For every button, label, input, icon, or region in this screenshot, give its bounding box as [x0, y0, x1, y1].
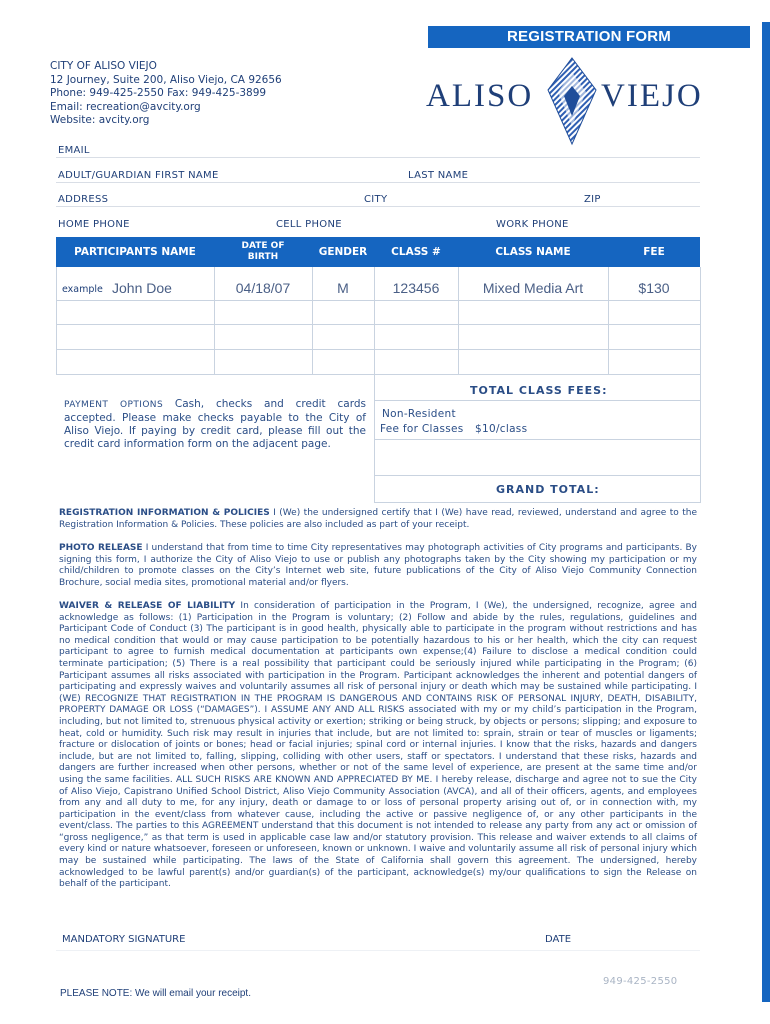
cell-phone-field-label: CELL PHONE [276, 219, 342, 230]
registration-policies-paragraph [59, 508, 697, 531]
work-phone-field-label: WORK PHONE [496, 219, 569, 230]
table-row-2[interactable] [56, 325, 700, 349]
header-class-number: CLASS # [391, 245, 441, 258]
receipt-note: PLEASE NOTE: We will email your receipt. [60, 988, 251, 999]
example-class-number: 123456 [392, 280, 440, 296]
example-participant-name: John Doe [112, 280, 172, 296]
photo-release-title: PHOTO RELEASE [59, 543, 143, 553]
signature-line[interactable] [56, 950, 700, 951]
address-field-label: ADDRESS [58, 194, 109, 205]
waiver-body: In consideration of participation in the Program, I (We), the undersigned, recognize, agree and acknowledge as follows: (1) Participation in the Program is voluntary; (2) Follow and abide by the rules, regulations, guidelines and Participant Code of Conduct (3) The participant is in good health, physically able to participate in the program without restrictions and has no medical condition that would or may cause participation to be potentially hazardous to his or her health, which the city can request participant to agree to furnish medical documentation at participants own expense;(4) Failure to disclose a medical condition could terminate participation; (5) There is a real possibility that participant could be seriously injured while participating in the Program; (6) Participant assumes all risks associated with participation in the Program. Participant acknowledges the inherent and potential dangers of participating and expressly waives and voluntarily assumes all risk of personal injury or death which may be sustained while participating. I (WE) RECOGNIZE THAT REGISTRATION IN THE PROGRAM IS DANGEROUS AND CONTAINS RISK OF PERSONAL INJURY, DEATH, DISABILITY, PROPERTY DAMAGE OR LOSS (“DAMAGES”). I ASSUME ANY AND ALL RISKS associated with my or my child’s participation in the Program, including, but not limited to, strenuous physical activity or exertion; striking or being struck, by objects or persons; slipping; and exposure to heat, cold or humidity. Such risk may result in injuries that include, but are not limited to: sprain, strain or tear of muscles or ligaments; fracture or dislocation of joints or bones; head or facial injuries; spinal cord or internal injuries. I know that the risks, hazards and dangers include, but are not limited to, falling, slipping, colliding with other users, staff or spectators. I understand that these risks, hazards and dangers are further increased when other persons, whether or not of the same level of experience, are present at the same time and/or using the same facilities. ALL SUCH RISKS ARE KNOWN AND APPRECIATED BY ME. I hereby release, discharge and agree not to sue the City of Aliso Viejo, Capistrano Unified School District, Aliso Viejo Community Association (AVCA), and all of their officers, agents, and employees from any and all duty to me, for any injury, death or damage to or loss of personal property arising out of, or in connection with, my participation in the event/class from whatever cause, including the active or passive negligence of, or any other participants in the event/class. The parties to this AGREEMENT understand that this document is not intended to release any party from any act or omission of “gross negligence,” as that term is used in applicable case law and/or statutory provision. This release and waiver extends to all claims of every kind or nature whatsoever, foreseen or unforeseen, known or unknown. I waive and voluntarily assume all risk of personal injury which may be sustained while participating. The laws of the State of California shall govern this agreement. The undersigned, hereby acknowledged to be lawful parent(s) and/or guardian(s) of the participant, acknowledge(s) my/our qualifications to sign the Release on behalf of the participant. [59, 601, 697, 890]
table-row-divider [56, 374, 700, 375]
org-website: Website: avcity.org [50, 114, 150, 126]
last-name-field-label: LAST NAME [408, 170, 469, 181]
fees-divider [374, 502, 700, 503]
org-phone-fax: Phone: 949-425-2550 Fax: 949-425-3899 [50, 87, 267, 99]
right-accent-bar [762, 22, 770, 1002]
payment-options-label: PAYMENT OPTIONS [64, 400, 164, 410]
example-date-of-birth: 04/18/07 [235, 280, 291, 296]
example-class-name: Mixed Media Art [482, 280, 584, 296]
example-row-label: example [62, 284, 103, 295]
table-col-divider [700, 267, 701, 503]
fees-divider [374, 439, 700, 440]
org-contact-block [50, 60, 282, 128]
first-name-field-label: ADULT/GUARDIAN FIRST NAME [58, 170, 219, 181]
fees-divider [374, 400, 700, 401]
example-gender: M [337, 280, 349, 296]
header-fee: FEE [643, 245, 665, 258]
table-row-3[interactable] [56, 350, 700, 374]
payment-options-text [64, 398, 366, 451]
registration-policies-body: I (We) the undersigned certify that I (We) have read, reviewed, understand and agree to the Registration Information & Policies. These policies are also included as part of your receipt. [59, 508, 697, 530]
header-date-of-birth [214, 237, 312, 267]
registration-policies-title: REGISTRATION INFORMATION & POLICIES [59, 508, 270, 518]
city-logo [420, 52, 710, 162]
waiver-title: WAIVER & RELEASE OF LIABILITY [59, 601, 236, 611]
nonresident-label-line2: Fee for Classes [380, 423, 464, 435]
zip-field-label: ZIP [584, 194, 601, 205]
city-field-label: CITY [364, 194, 388, 205]
logo-word-viejo: VIEJO [601, 78, 703, 114]
email-field-line[interactable] [56, 157, 700, 158]
total-class-fees-label: TOTAL CLASS FEES: [470, 384, 608, 397]
waiver-paragraph [59, 601, 697, 891]
org-email: Email: recreation@avcity.org [50, 100, 201, 113]
example-fee: $130 [638, 280, 670, 296]
photo-release-body: I understand that from time to time City representatives may photograph activities of City programs and participants. By signing this form, I authorize the City of Aliso Viejo to use or publish any photographs taken by the City showing my participation or my child/children to promote classes on the City’s Internet web site, future publications of the City of Aliso Viejo Community Connection Brochure, social media sites, promotional material and/or flyers. [59, 543, 697, 588]
header-dob-line1: DATE OF [241, 241, 285, 251]
header-class-name: CLASS NAME [495, 245, 571, 258]
nonresident-fee-amount: $10/class [475, 423, 528, 435]
org-name: CITY OF ALISO VIEJO [50, 60, 157, 72]
participants-table-header [56, 237, 700, 267]
footer-phone: 949-425-2550 [603, 976, 678, 987]
fees-divider [374, 475, 700, 476]
photo-release-paragraph [59, 543, 697, 589]
form-title: REGISTRATION FORM [428, 26, 750, 48]
diamond-emblem-icon [546, 56, 598, 148]
home-phone-field-label: HOME PHONE [58, 219, 130, 230]
email-field-label: EMAIL [58, 145, 90, 156]
org-address: 12 Journey, Suite 200, Aliso Viejo, CA 92656 [50, 73, 282, 86]
payment-options-body: Cash, checks and credit cards accepted. Please make checks payable to the City of Aliso Viejo. If paying by credit card, please fill out the credit card information form on the adjacent page. [64, 398, 366, 450]
name-field-line[interactable] [56, 182, 700, 183]
header-dob-line2: BIRTH [247, 252, 279, 262]
table-row-1[interactable] [56, 301, 700, 324]
nonresident-label-line1: Non-Resident [382, 408, 456, 420]
header-gender: GENDER [318, 245, 368, 258]
logo-word-aliso: ALISO [426, 78, 534, 114]
header-participant-name: PARTICIPANTS NAME [74, 245, 196, 258]
signature-date-label: DATE [545, 934, 572, 945]
address-field-line[interactable] [56, 206, 700, 207]
grand-total-label: GRAND TOTAL: [496, 483, 600, 496]
mandatory-signature-label: MANDATORY SIGNATURE [62, 934, 186, 945]
